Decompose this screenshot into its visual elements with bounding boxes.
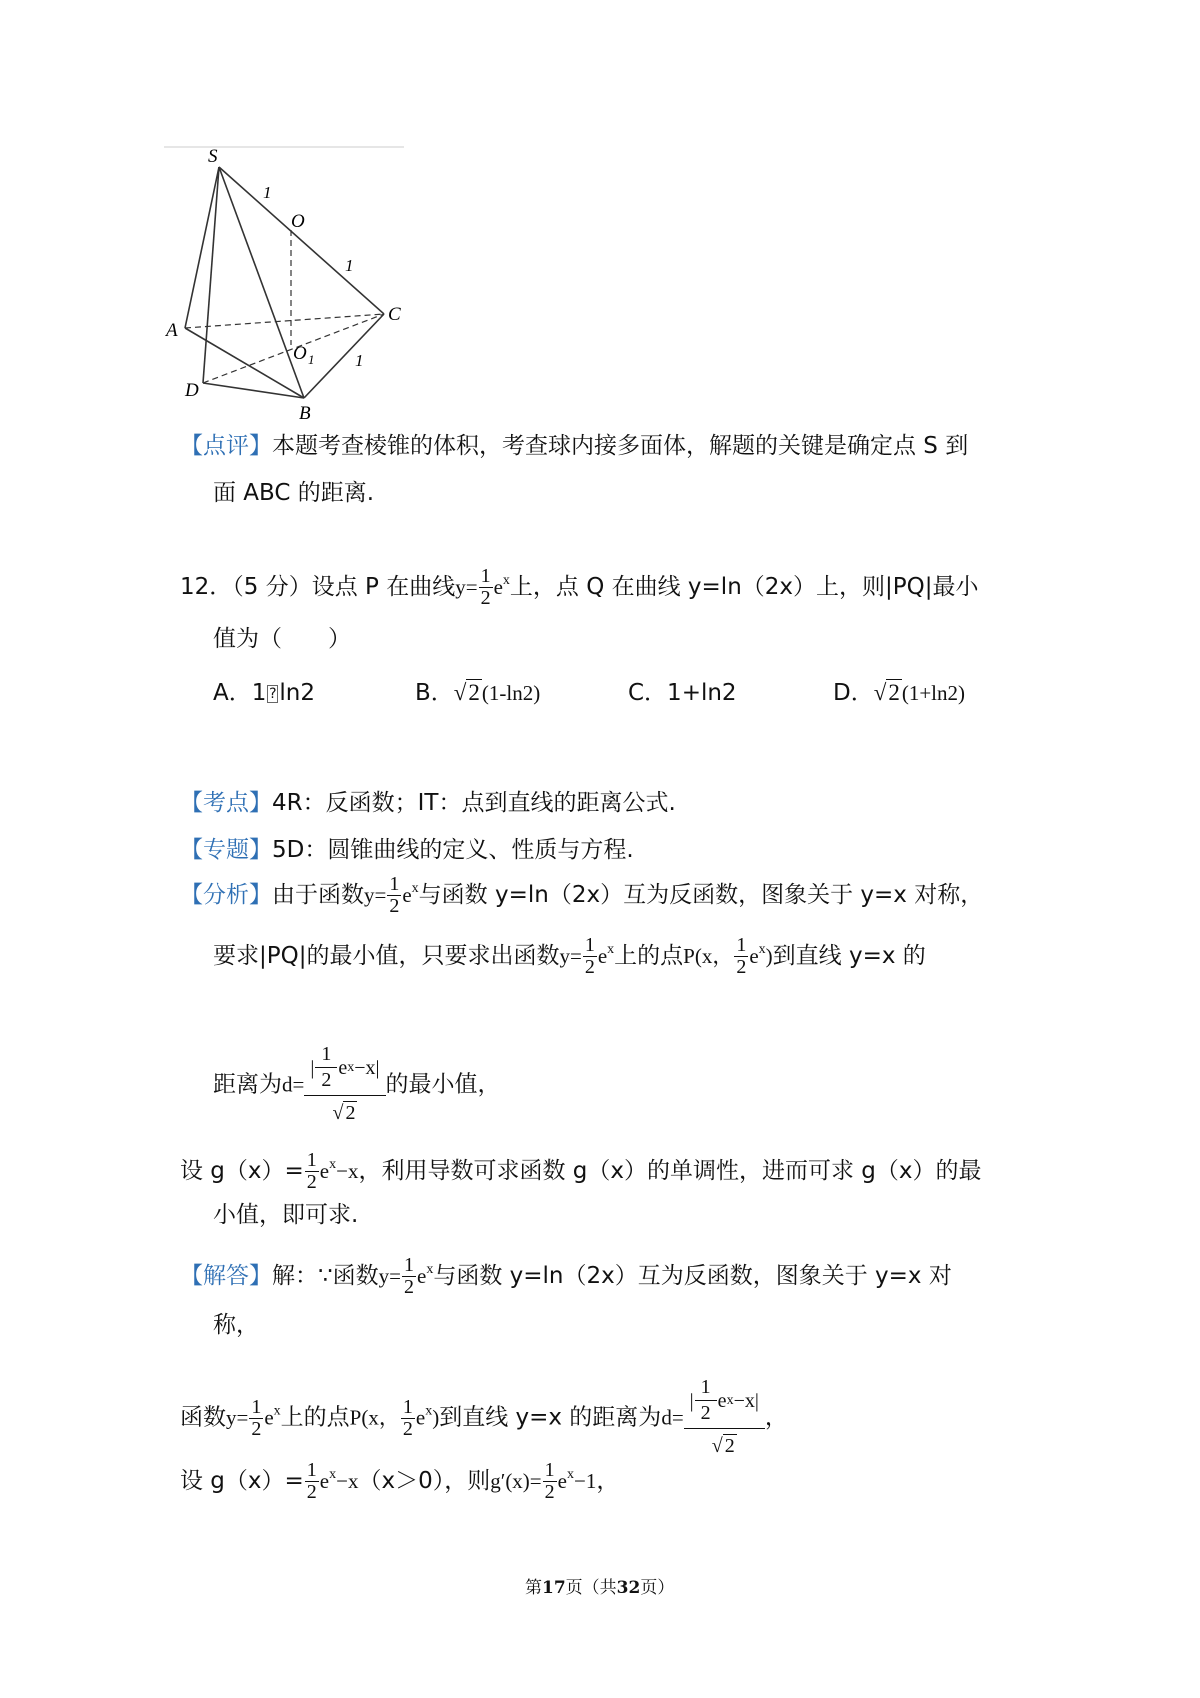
edge-label-CB: 1: [355, 351, 364, 370]
review-line1: [180, 431, 968, 461]
option-b[interactable]: B．√2(1-ln2): [415, 680, 541, 706]
fraction-half: $\frac{1}{2}$: [584, 934, 595, 978]
label-D: D: [185, 380, 199, 401]
edge-SD: [203, 167, 219, 383]
label-C: C: [388, 304, 401, 325]
edge-SA: [185, 167, 219, 328]
page-footer: 第17页（共32页）: [525, 1578, 675, 1598]
kaodian-text: 4R：反函数；IT：点到直线的距离公式.: [272, 790, 676, 816]
page-total: 32: [616, 1578, 641, 1598]
fenxi-tag: 【分析】: [180, 882, 272, 908]
edge-AB: [185, 328, 304, 398]
edge-label-OC: 1: [345, 256, 354, 275]
question-score: （5 分）设点 P 在曲线: [232, 574, 456, 600]
option-d[interactable]: D．√2(1+ln2): [833, 680, 966, 706]
fenxi-line1: 【分析】由于函数y= $\frac{1}{2}$ $e^x$与函数 y=ln（2x）互为反函数，图象关于 y=x 对称，: [180, 873, 984, 917]
jieda-tag: 【解答】: [180, 1263, 272, 1289]
option-c[interactable]: C．1+ln2: [628, 680, 737, 706]
fenxi-line5: 小值，即可求.: [213, 1202, 359, 1228]
page-number: 17: [542, 1578, 566, 1598]
question-12-line2: 值为（ ）: [213, 626, 351, 652]
math-e: e: [493, 575, 503, 599]
distance-fraction: | $\frac{1}{2}$ e x −x | √ 2: [304, 1040, 385, 1130]
review-text: 本题考查棱锥的体积，考查球内接多面体，解题的关键是确定点 S 到: [272, 433, 969, 459]
question-12-line1: [180, 566, 979, 609]
math-exp: x: [502, 573, 510, 588]
jieda-line3: 函数y= $\frac{1}{2}$ $e^x$上的点P(x， $\frac{1}{2}$ $e^x$)到直线 y=x 的距离为d= | $\frac{1}{2}$ e x −x | √ 2 ，: [180, 1373, 788, 1463]
fraction-half: $\frac{1}{2}$: [480, 565, 491, 609]
jieda-line2: 称，: [213, 1312, 259, 1338]
label-S: S: [208, 146, 218, 167]
fraction-half: $\frac{1}{2}$: [251, 1395, 262, 1440]
fraction-half: $\frac{1}{2}$: [403, 1254, 414, 1298]
edge-SC: [219, 167, 384, 314]
fraction-half: $\frac{1}{2}$: [389, 873, 400, 917]
fraction-half: $\frac{1}{2}$: [736, 934, 747, 978]
zhuanti-line: [180, 835, 634, 865]
option-a[interactable]: A．1 ? ln2: [213, 680, 315, 706]
label-O: O: [291, 211, 305, 232]
review-tag: 【点评】: [180, 433, 272, 459]
distance-fraction: | $\frac{1}{2}$ e x −x | √ 2: [684, 1373, 765, 1463]
sqrt-icon: √2: [873, 680, 900, 705]
edge-label-SO: 1: [263, 183, 272, 202]
label-O1: O: [293, 343, 307, 364]
math-y: y=: [455, 575, 478, 599]
fraction-half: $\frac{1}{2}$: [402, 1395, 413, 1440]
question-text: 上，点 Q 在曲线 y=ln（2x）上，则|PQ|最小: [509, 574, 979, 600]
label-B: B: [299, 403, 311, 424]
jieda-line4: 设 g（x）= $\frac{1}{2}$ $e^x-x(x>0)$，则g′(x)= $\frac{1}{2}$ $e^x-1$，: [180, 1459, 620, 1503]
zhuanti-tag: 【专题】: [180, 837, 272, 863]
edge-CB: [304, 314, 384, 398]
kaodian-line: [180, 788, 676, 818]
label-A: A: [166, 320, 178, 341]
jieda-line1: 【解答】解：∵函数y= $\frac{1}{2}$ $e^x$与函数 y=ln（2x）互为反函数，图象关于 y=x 对: [180, 1254, 952, 1298]
zhuanti-text: 5D：圆锥曲线的定义、性质与方程.: [272, 837, 634, 863]
review-line2: 面 ABC 的距离.: [213, 480, 375, 506]
question-number: 12．: [180, 574, 233, 600]
fraction-half: $\frac{1}{2}$: [306, 1459, 317, 1503]
sqrt-icon: √2: [453, 680, 480, 705]
label-O1-sub: 1: [308, 352, 315, 367]
pyramid-figure: [160, 140, 450, 460]
fenxi-line3: 距离为d= | $\frac{1}{2}$ e x −x | √ 2 的最小值，: [213, 1040, 501, 1130]
fenxi-line2: 要求|PQ|的最小值，只要求出函数y= $\frac{1}{2}$ $e^x$上的点P(x， $\frac{1}{2}$ $e^x$)到直线 y=x 的: [213, 934, 926, 978]
fraction-half: $\frac{1}{2}$: [306, 1149, 317, 1193]
fraction-half: $\frac{1}{2}$: [544, 1459, 555, 1503]
fenxi-line4: 设 g（x）= $\frac{1}{2}$ $e^x-x$，利用导数可求函数 g（x）的单调性，进而可求 g（x）的最: [180, 1149, 982, 1193]
kaodian-tag: 【考点】: [180, 790, 272, 816]
edge-DB: [203, 383, 304, 398]
